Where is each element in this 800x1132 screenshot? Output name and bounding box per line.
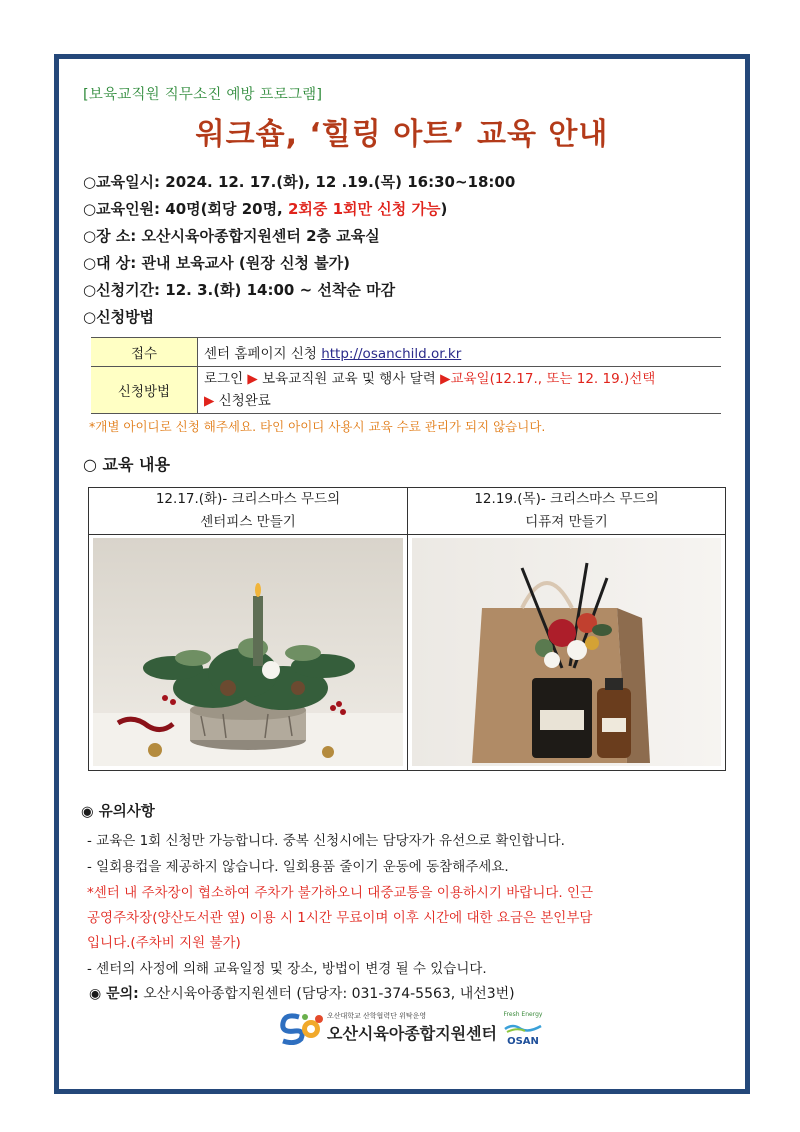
step-select-date: ▶교육일(12.17., 또는 12. 19.)선택 xyxy=(440,371,656,387)
step-calendar: 보육교직원 교육 및 행사 달력 xyxy=(257,371,441,387)
apply-receipt-text: 센터 홈페이지 신청 xyxy=(204,346,322,362)
logo-small-text: 오산대학교 산학협력단 위탁운영 xyxy=(327,1012,427,1020)
page-title: 워크숍, ‘힐링 아트’ 교육 안내 xyxy=(195,117,609,152)
content-title: ○ 교육 내용 xyxy=(83,455,170,474)
diffuser-line2: 디퓨져 만들기 xyxy=(525,514,608,530)
diffuser-photo xyxy=(412,538,721,766)
logo-name: 오산시육아종합지원센터 xyxy=(327,1024,498,1043)
arrow-icon: ▶ xyxy=(247,371,258,387)
info-date: ○교육일시: 2024. 12. 17.(화), 12 .19.(목) 16:30~18:00 xyxy=(83,173,516,191)
info-people xyxy=(83,198,447,219)
info-target: ○대 상: 관내 보육교사 (원장 신청 불가) xyxy=(83,254,350,272)
apply-row-receipt xyxy=(91,338,721,367)
contact-text: 오산시육아종합지원센터 (담당자: 031-374-5563, 내선3번) xyxy=(138,986,515,1002)
centerpiece-line2: 센터피스 만들기 xyxy=(200,514,296,530)
content-cell-centerpiece xyxy=(89,488,408,770)
notice-parking-3: 입니다.(주차비 지원 불가) xyxy=(87,935,241,951)
diffuser-header xyxy=(408,488,725,535)
content-cell-diffuser xyxy=(408,488,725,770)
apply-head-method: 신청방법 xyxy=(91,367,198,414)
notice-item-1: - 교육은 1회 신청만 가능합니다. 중복 신청시에는 담당자가 유선으로 확인합니다. xyxy=(87,833,565,849)
apply-head-receipt: 접수 xyxy=(91,338,198,367)
osan-slogan: Fresh Energy xyxy=(503,1011,543,1018)
apply-row-method xyxy=(91,367,721,414)
info-method: ○신청방법 xyxy=(83,308,155,326)
notice-parking-2: 공영주차장(양산도서관 옆) 이용 시 1시간 무료이며 이후 시간에 대한 요금은 본인부담 xyxy=(87,910,593,926)
content-table xyxy=(88,487,726,771)
center-logo-icon xyxy=(277,1011,325,1045)
apply-cell-method xyxy=(198,367,722,414)
centerpiece-photo xyxy=(93,538,403,766)
info-place: ○장 소: 오산시육아종합지원센터 2층 교육실 xyxy=(83,227,380,245)
info-period: ○신청기간: 12. 3.(화) 14:00 ~ 선착순 마감 xyxy=(83,281,396,299)
step-complete: 신청완료 xyxy=(214,393,271,409)
apply-cell-receipt xyxy=(198,338,722,367)
notice-item-2: - 일회용컵을 제공하지 않습니다. 일회용품 줄이기 운동에 동참해주세요. xyxy=(87,859,509,875)
osan-text: OSAN xyxy=(507,1036,539,1047)
osan-wave-icon xyxy=(503,1023,543,1033)
notice-item-4: - 센터의 사정에 의해 교육일정 및 장소, 방법이 변경 될 수 있습니다. xyxy=(87,961,487,977)
diffuser-line1: 12.19.(목)- 크리스마스 무드의 xyxy=(474,491,659,507)
poster-frame xyxy=(54,54,750,1094)
contact-line xyxy=(89,983,515,1003)
id-note: *개별 아이디로 신청 해주세요. 타인 아이디 사용시 교육 수료 관리가 되지 않습니다. xyxy=(89,419,546,434)
info-people-suffix: ) xyxy=(440,200,448,218)
homepage-link[interactable]: http://osanchild.or.kr xyxy=(321,346,462,362)
program-tag: [보육교직원 직무소진 예방 프로그램] xyxy=(83,87,323,103)
contact-label: ◉ 문의: xyxy=(89,986,139,1002)
notice-parking-1: *센터 내 주차장이 협소하여 주차가 불가하오니 대중교통을 이용하시기 바랍니다. 인근 xyxy=(87,885,594,901)
centerpiece-header xyxy=(89,488,407,535)
step-login: 로그인 xyxy=(204,371,248,387)
info-people-limit: 2회중 1회만 신청 가능 xyxy=(287,200,441,218)
arrow-icon: ▶ xyxy=(204,393,215,409)
osan-logo xyxy=(497,1011,549,1047)
info-people-prefix: ○교육인원: 40명(회당 20명, xyxy=(83,200,288,218)
centerpiece-line1: 12.17.(화)- 크리스마스 무드의 xyxy=(155,491,341,507)
notice-title: ◉ 유의사항 xyxy=(81,804,155,820)
apply-table xyxy=(91,337,721,414)
